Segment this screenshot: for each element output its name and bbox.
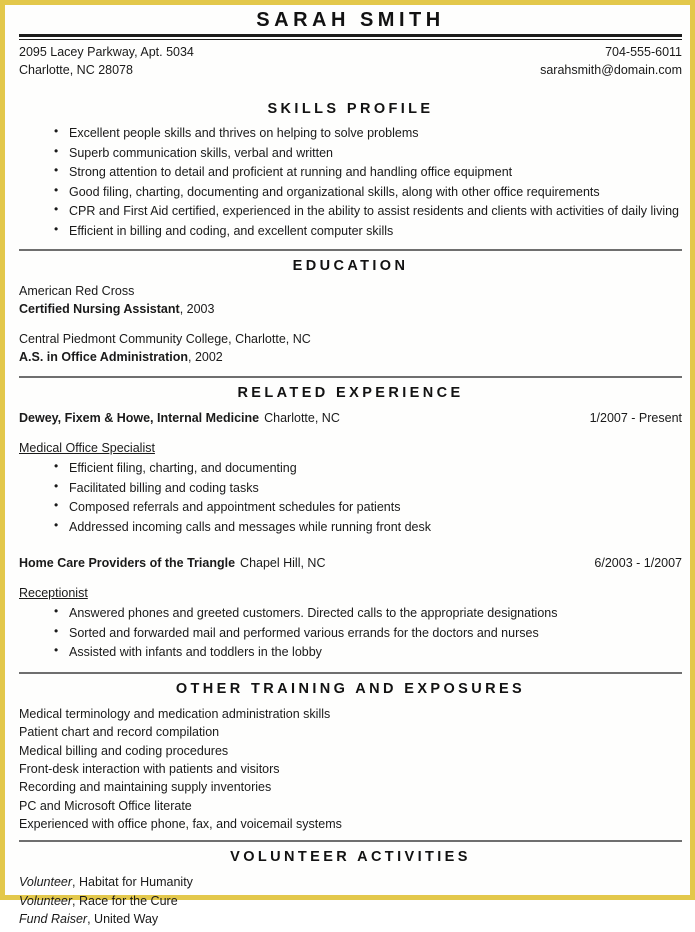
job-bullet: • Efficient filing, charting, and documenting [19,459,682,478]
employer-location: Chapel Hill, NC [240,556,326,571]
job-bullet-list [19,459,682,536]
training-line: Recording and maintaining supply inventories [19,780,272,795]
section-title-training: OTHER TRAINING AND EXPOSURES [175,680,526,697]
email-address: sarahsmith@domain.com [540,62,682,77]
job-title: Medical Office Specialist [19,441,155,456]
experience-entry [19,409,682,536]
training-line: Medical terminology and medication administration skills [19,706,331,721]
job-bullet: • Sorted and forwarded mail and performed various errands for the doctors and nurses [19,624,682,643]
skill-bullet: • Excellent people skills and thrives on helping to solve problems [19,124,682,143]
employment-dates: 6/2003 - 1/2007 [594,556,682,571]
training-lines [19,705,682,834]
address-line-1: 2095 Lacey Parkway, Apt. 5034 [19,45,194,59]
skill-bullet: • CPR and First Aid certified, experienced in the ability to assist residents and clients with activities of daily living [19,202,682,221]
job-bullet-list [19,604,682,662]
volunteer-role: Volunteer [19,875,73,890]
section-title-education: EDUCATION [292,258,409,275]
job-bullet: • Answered phones and greeted customers. Directed calls to the appropriate designations [19,604,682,623]
experience-header [19,409,682,428]
experience-header [19,554,682,573]
volunteer-role: Fund Raiser [19,912,88,927]
training-line: PC and Microsoft Office literate [19,798,192,813]
skill-bullet: • Efficient in billing and coding, and excellent computer skills [19,222,682,241]
employer-line [19,409,340,428]
section-skills-profile [19,94,682,250]
education-entry [19,282,682,318]
skill-bullet: • Superb communication skills, verbal and written [19,144,682,163]
education-school: American Red Cross [19,284,135,299]
education-school: Central Piedmont Community College, Charlotte, NC [19,332,311,347]
education-degree: A.S. in Office Administration [19,350,188,365]
header-double-rule [19,34,682,40]
header-spacer [19,80,682,94]
contact-block [540,44,682,80]
education-entries [19,282,682,366]
volunteer-organization: , United Way [87,912,159,927]
section-title-volunteer: VOLUNTEER ACTIVITIES [230,849,471,866]
job-bullet: • Addressed incoming calls and messages while running front desk [19,518,682,537]
section-education [19,251,682,376]
employer-name: Dewey, Fixem & Howe, Internal Medicine [19,411,260,426]
volunteer-entry [19,873,682,891]
section-title-experience: RELATED EXPERIENCE [237,385,464,402]
employment-dates: 1/2007 - Present [589,411,682,426]
education-year: , 2002 [188,350,223,365]
job-bullet: • Composed referrals and appointment schedules for patients [19,498,682,517]
job-bullet: • Assisted with infants and toddlers in the lobby [19,643,682,662]
section-other-training [19,674,682,841]
employer-line [19,554,326,573]
training-line: Medical billing and coding procedures [19,743,229,758]
volunteer-entries [19,873,682,928]
education-degree-line [19,300,682,318]
skill-bullet: • Strong attention to detail and proficient at running and handling office equipment [19,163,682,182]
education-degree-line [19,348,682,366]
experience-spacer [19,538,682,554]
volunteer-entry [19,910,682,928]
volunteer-entry [19,892,682,910]
education-entry [19,330,682,366]
phone-number: 704-555-6011 [605,45,682,59]
job-bullet: • Facilitated billing and coding tasks [19,479,682,498]
address-block [19,44,194,80]
address-line-2: Charlotte, NC 28078 [19,62,133,77]
job-title: Receptionist [19,586,88,601]
experience-entry [19,554,682,662]
skill-bullet: • Good filing, charting, documenting and organizational skills, along with other office requirements [19,183,682,202]
resume-content [19,5,682,932]
volunteer-organization: , Habitat for Humanity [72,875,193,890]
education-degree: Certified Nursing Assistant [19,302,180,317]
training-line: Front-desk interaction with patients and visitors [19,761,280,776]
section-title-skills: SKILLS PROFILE [267,100,434,117]
experience-entries [19,409,682,662]
employer-name: Home Care Providers of the Triangle [19,556,236,571]
education-year: , 2003 [179,302,215,317]
volunteer-organization: , Race for the Cure [72,893,178,908]
training-line: Experienced with office phone, fax, and voicemail systems [19,817,342,831]
contact-info [19,44,682,80]
volunteer-role: Volunteer [19,893,73,908]
skills-bullet-list [19,124,682,240]
employer-location: Charlotte, NC [264,411,340,426]
section-related-experience [19,378,682,671]
candidate-name: SARAH SMITH [256,9,445,31]
section-volunteer-activities [19,842,682,932]
training-line: Patient chart and record compilation [19,725,220,740]
